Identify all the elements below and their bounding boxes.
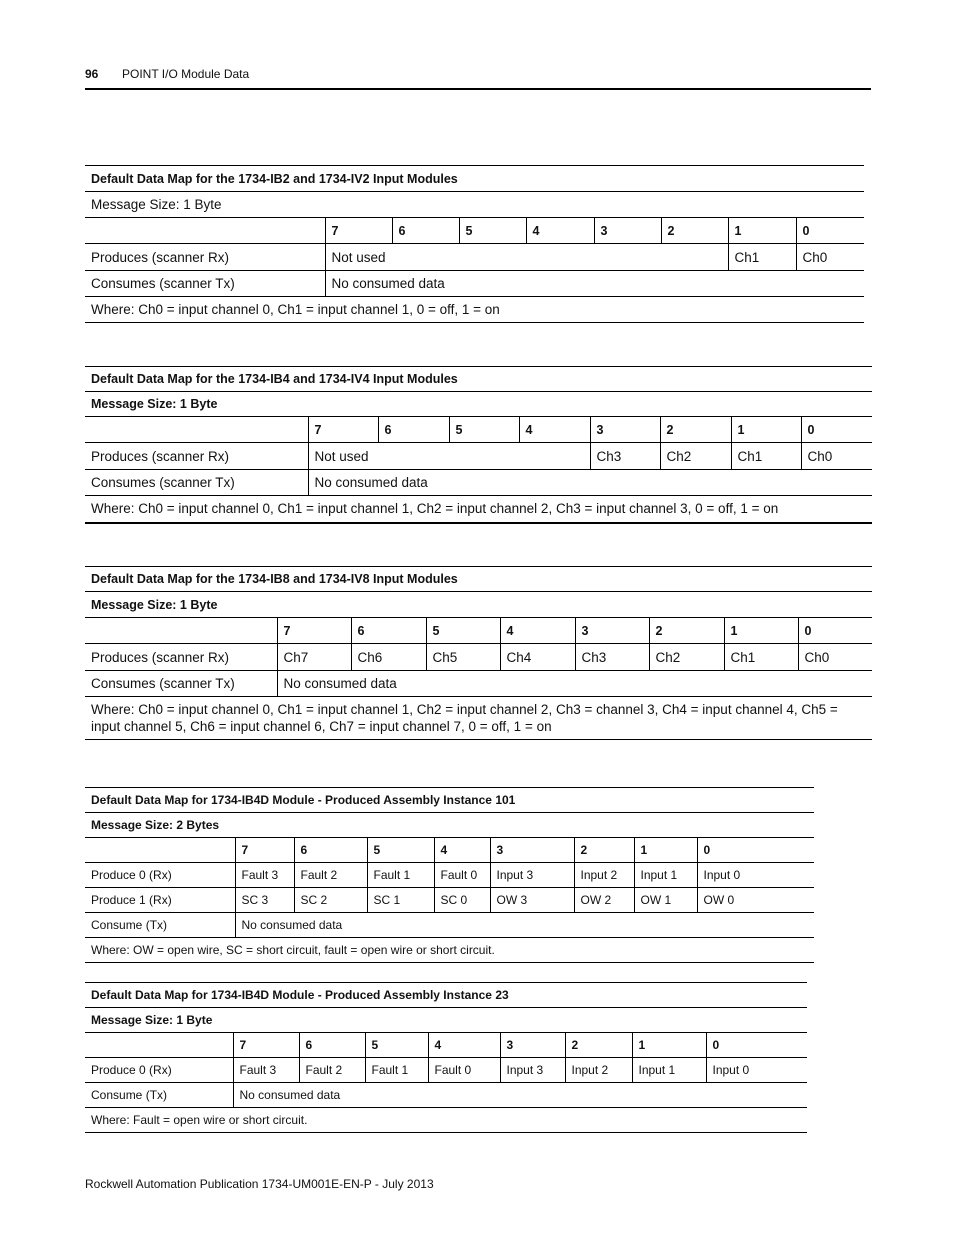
cell-ch5: Ch5 <box>426 644 500 671</box>
bit-header: 2 <box>661 218 728 244</box>
bit-header: 7 <box>308 417 378 443</box>
cell-sc2: SC 2 <box>294 888 367 913</box>
cell-input0: Input 0 <box>706 1058 807 1083</box>
bit-header: 7 <box>277 618 351 644</box>
cell-no-consumed: No consumed data <box>235 913 814 938</box>
cell-input1: Input 1 <box>632 1058 706 1083</box>
header-blank <box>85 417 308 443</box>
row-label-produces: Produces (scanner Rx) <box>85 644 277 671</box>
cell-ch1: Ch1 <box>724 644 798 671</box>
table-title: Default Data Map for the 1734-IB2 and 1734-IV2 Input Modules <box>85 166 864 192</box>
row-label-consumes: Consumes (scanner Tx) <box>85 671 277 697</box>
bit-header: 5 <box>365 1033 428 1058</box>
bit-header: 0 <box>801 417 872 443</box>
where-note: Where: OW = open wire, SC = short circuit, fault = open wire or short circuit. <box>85 938 814 963</box>
cell-ch0: Ch0 <box>801 443 872 470</box>
cell-input3: Input 3 <box>490 863 574 888</box>
bit-header: 5 <box>426 618 500 644</box>
bit-header: 6 <box>351 618 426 644</box>
cell-ch1: Ch1 <box>728 244 796 271</box>
row-label-produce1: Produce 1 (Rx) <box>85 888 235 913</box>
row-label-consume: Consume (Tx) <box>85 913 235 938</box>
cell-ch1: Ch1 <box>731 443 801 470</box>
page-header <box>85 64 871 90</box>
cell-input2: Input 2 <box>565 1058 632 1083</box>
cell-no-consumed: No consumed data <box>233 1083 807 1108</box>
cell-ow3: OW 3 <box>490 888 574 913</box>
cell-ow0: OW 0 <box>697 888 814 913</box>
cell-fault1: Fault 1 <box>367 863 434 888</box>
bit-header: 6 <box>392 218 459 244</box>
where-note: Where: Ch0 = input channel 0, Ch1 = input channel 1, 0 = off, 1 = on <box>85 297 864 323</box>
bit-header: 1 <box>634 838 697 863</box>
message-size: Message Size: 1 Byte <box>85 392 872 417</box>
bit-header: 5 <box>367 838 434 863</box>
bit-header: 2 <box>649 618 724 644</box>
row-label-produces: Produces (scanner Rx) <box>85 443 308 470</box>
bit-header: 4 <box>434 838 490 863</box>
cell-fault3: Fault 3 <box>233 1058 299 1083</box>
table-title: Default Data Map for 1734-IB4D Module - Produced Assembly Instance 23 <box>85 983 807 1008</box>
cell-not-used: Not used <box>308 443 590 470</box>
bit-header: 7 <box>325 218 392 244</box>
bit-header: 3 <box>575 618 649 644</box>
cell-fault2: Fault 2 <box>294 863 367 888</box>
cell-fault0: Fault 0 <box>434 863 490 888</box>
bit-header: 7 <box>233 1033 299 1058</box>
bit-header: 0 <box>697 838 814 863</box>
cell-ch7: Ch7 <box>277 644 351 671</box>
data-map-table-ib8 <box>85 566 872 740</box>
bit-header: 7 <box>235 838 294 863</box>
where-note: Where: Ch0 = input channel 0, Ch1 = input channel 1, Ch2 = input channel 2, Ch3 = channel 3, Ch4 = input channel 4, Ch5 = input channel 5, Ch6 = input channel 6, Ch7 = input channel 7, 0 = off, 1 = on <box>85 697 872 740</box>
table-title: Default Data Map for 1734-IB4D Module - Produced Assembly Instance 101 <box>85 788 814 813</box>
table-title: Default Data Map for the 1734-IB4 and 1734-IV4 Input Modules <box>85 367 872 392</box>
cell-ch3: Ch3 <box>590 443 660 470</box>
header-blank <box>85 838 235 863</box>
bit-header: 0 <box>798 618 872 644</box>
bit-header: 3 <box>590 417 660 443</box>
bit-header: 1 <box>724 618 798 644</box>
cell-no-consumed: No consumed data <box>325 271 864 297</box>
page-footer: Rockwell Automation Publication 1734-UM001E-EN-P - July 2013 <box>85 1177 434 1191</box>
row-label-produce0: Produce 0 (Rx) <box>85 863 235 888</box>
cell-input1: Input 1 <box>634 863 697 888</box>
bit-header: 5 <box>459 218 526 244</box>
bit-header: 4 <box>428 1033 500 1058</box>
header-title: POINT I/O Module Data <box>122 67 250 81</box>
cell-ow1: OW 1 <box>634 888 697 913</box>
cell-sc1: SC 1 <box>367 888 434 913</box>
cell-input2: Input 2 <box>574 863 634 888</box>
bit-header: 1 <box>731 417 801 443</box>
where-note: Where: Fault = open wire or short circuit. <box>85 1108 807 1133</box>
header-rule <box>85 88 871 90</box>
bit-header: 6 <box>299 1033 365 1058</box>
row-label-produces: Produces (scanner Rx) <box>85 244 325 271</box>
cell-fault0: Fault 0 <box>428 1058 500 1083</box>
cell-sc0: SC 0 <box>434 888 490 913</box>
header-blank <box>85 618 277 644</box>
data-map-table-ib2 <box>85 165 864 323</box>
row-label-consumes: Consumes (scanner Tx) <box>85 271 325 297</box>
cell-fault2: Fault 2 <box>299 1058 365 1083</box>
cell-ow2: OW 2 <box>574 888 634 913</box>
page-number: 96 <box>85 67 99 81</box>
cell-ch2: Ch2 <box>660 443 731 470</box>
header-blank <box>85 1033 233 1058</box>
cell-ch6: Ch6 <box>351 644 426 671</box>
row-label-consume: Consume (Tx) <box>85 1083 233 1108</box>
row-label-consumes: Consumes (scanner Tx) <box>85 470 308 496</box>
message-size: Message Size: 1 Byte <box>85 592 872 618</box>
bit-header: 0 <box>706 1033 807 1058</box>
cell-sc3: SC 3 <box>235 888 294 913</box>
cell-ch3: Ch3 <box>575 644 649 671</box>
cell-ch2: Ch2 <box>649 644 724 671</box>
bit-header: 1 <box>632 1033 706 1058</box>
cell-fault1: Fault 1 <box>365 1058 428 1083</box>
bit-header: 3 <box>594 218 661 244</box>
cell-input3: Input 3 <box>500 1058 565 1083</box>
cell-not-used: Not used <box>325 244 728 271</box>
data-map-table-ib4 <box>85 366 872 524</box>
where-note: Where: Ch0 = input channel 0, Ch1 = input channel 1, Ch2 = input channel 2, Ch3 = input channel 3, 0 = off, 1 = on <box>85 496 872 523</box>
bit-header: 4 <box>526 218 594 244</box>
bit-header: 4 <box>500 618 575 644</box>
cell-fault3: Fault 3 <box>235 863 294 888</box>
message-size: Message Size: 1 Byte <box>85 1008 807 1033</box>
data-map-table-ib4d-23 <box>85 982 807 1133</box>
bit-header: 3 <box>500 1033 565 1058</box>
bit-header: 3 <box>490 838 574 863</box>
table-title: Default Data Map for the 1734-IB8 and 1734-IV8 Input Modules <box>85 567 872 592</box>
message-size: Message Size: 1 Byte <box>85 192 864 218</box>
bit-header: 5 <box>449 417 519 443</box>
header-blank <box>85 218 325 244</box>
data-map-table-ib4d-101 <box>85 787 814 963</box>
bit-header: 2 <box>574 838 634 863</box>
bit-header: 2 <box>565 1033 632 1058</box>
cell-no-consumed: No consumed data <box>308 470 872 496</box>
bit-header: 6 <box>294 838 367 863</box>
cell-ch0: Ch0 <box>796 244 864 271</box>
bit-header: 4 <box>519 417 590 443</box>
bit-header: 1 <box>728 218 796 244</box>
cell-ch0: Ch0 <box>798 644 872 671</box>
message-size: Message Size: 2 Bytes <box>85 813 814 838</box>
cell-input0: Input 0 <box>697 863 814 888</box>
bit-header: 2 <box>660 417 731 443</box>
cell-ch4: Ch4 <box>500 644 575 671</box>
bit-header: 6 <box>378 417 449 443</box>
row-label-produce0: Produce 0 (Rx) <box>85 1058 233 1083</box>
cell-no-consumed: No consumed data <box>277 671 872 697</box>
bit-header: 0 <box>796 218 864 244</box>
